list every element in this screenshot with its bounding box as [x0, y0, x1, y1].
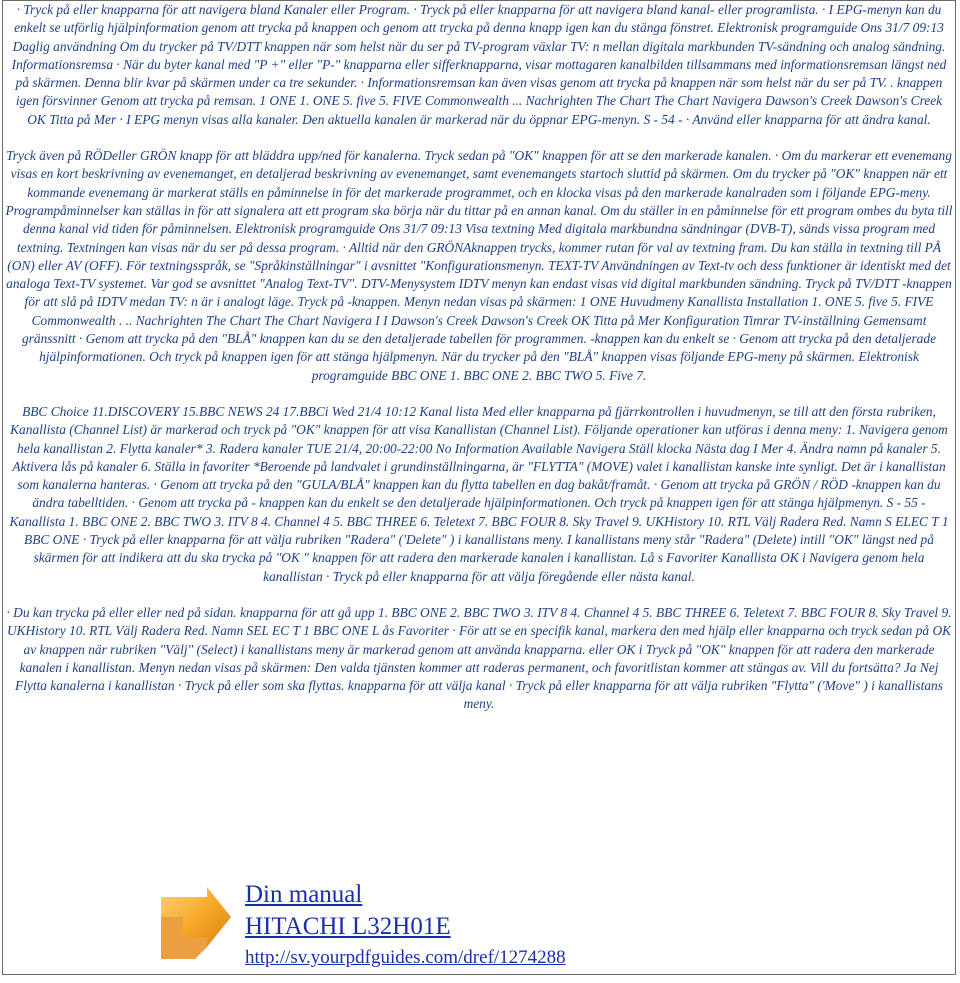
model-link[interactable]: HITACHI L32H01E	[245, 913, 451, 940]
orange-arrow-icon	[155, 883, 235, 963]
manual-links	[245, 879, 566, 971]
paragraph-channel-delete: · Du kan trycka på eller eller ned på sidan. knapparna för att gå upp 1. BBC ONE 2. BBC TWO 3. ITV 8 4. Channel 4 5. BBC THREE 6. Teletext 7. BBC FOUR 8. Sky Travel 9. UKHistory 10. RTL Välj Radera Red. Namn SEL EC T 1 BBC ONE L ås Favoriter · För att se en specifik kanal, markera den med hjälp eller knapparna och tryck sedan på OK av knappen när rubriken "Välj" (Select) i kanallistans meny är markerad genom att använda knapparna. eller OK i Tryck på "OK" knappen för att radera den markerade kanalen i kanallistan. Menyn nedan visas på skärmen: Den valda tjänsten kommer att raderas permanent, och favoritlistan kommer att stängas av. Vill du fortsätta? Ja Nej Flytta kanalerna i kanallistan · Tryck på eller som ska flyttas. knapparna för att välja kanal · Tryck på eller knapparna för att välja rubriken "Flytta" ('Move" ) i kanallistans meny.	[6, 604, 952, 712]
paragraph-gap	[3, 385, 955, 403]
paragraph-gap	[3, 129, 955, 147]
paragraph-epg-intro: · Tryck på eller knapparna för att navigera bland Kanaler eller Program. · Tryck på eller knapparna för att navigera bland kanal- eller programlista. · I EPG-menyn kan du enkelt se utförlig hjälpinformation genom att trycka på knappen och genom att trycka på denna knapp igen kan du stänga fönstret. Elektronisk programguide Ons 31/7 09:13 Daglig användning Om du trycker på TV/DTT knappen när som helst när du ser på TV-program växlar TV: n mellan digitala markbunden TV-sändning och analog sändning. Informationsremsa · När du byter kanal med "P +" eller "P-" knapparna eller sifferknapparna, visar mottagaren kanalbilden tillsammans med informationsremsan längst ned på skärmen. Denna blir kvar på skärmen under ca tre sekunder. · Informationsremsan kan även visas genom att trycka på knappen när som helst när du ser på TV. . knappen igen försvinner Genom att trycka på remsan. 1 ONE 1. ONE 5. five 5. FIVE Commonwealth ... Nachrighten The Chart The Chart Navigera Dawson's Creek Dawson's Creek OK Titta på Mer · I EPG menyn visas alla kanaler. Den aktuella kanalen är markerad när du öppnar EPG-menyn. S - 54 - · Använd eller knapparna för att ändra kanal.	[11, 2, 947, 127]
paragraph-channel-list: BBC Choice 11.DISCOVERY 15.BBC NEWS 24 17.BBCi Wed 21/4 10:12 Kanal lista Med eller knapparna på fjärrkontrollen i huvudmenyn, se till att den första rubriken, Kanallista (Channel List) är markerad och tryck på "OK" knappen för att visa Kanallistan (Channel List). Följande operationer kan utföras i denna meny: 1. Navigera genom hela kanallistan 2. Flytta kanaler* 3. Radera kanaler TUE 21/4, 20:00-22:00 No Information Available Navigera Ställ klocka Nästa dag I Mer 4. Ändra namn på kanaler 5. Aktivera lås på kanaler 6. Ställa in favoriter *Beroende på landvalet i grundinställningarna, är "FLYTTA" (MOVE) valet i kanallistan kanske inte synligt. Det är i kanallistan som kanalerna hanteras. · Genom att trycka på den "GULA/BLÅ" knappen kan du flytta tabellen en dag bakåt/framåt. · Genom att trycka på GRÖN / RÖD -knappen kan du ändra tabelltiden. · Genom att trycka på - knappen kan du enkelt se den detaljerade hjälpinformationen. Och tryck på knappen igen för att stänga hjälpmenyn. S - 55 - Kanallista 1. BBC ONE 2. BBC TWO 3. ITV 8 4. Channel 4 5. BBC THREE 6. Teletext 7. BBC FOUR 8. Sky Travel 9. UKHistory 10. RTL Välj Radera Red. Namn S ELEC T 1 BBC ONE · Tryck på eller knapparna för att välja rubriken "Radera" ('Delete" ) i kanallistans meny. I kanallistans meny står "Radera" (Delete) intill "OK" längst ned på skärmen för att indikera att du ska trycka på "OK " knappen för att radera den markerade kanalen i kanallistan. Lå s Favoriter Kanallista OK i Navigera genom hela kanallistan · Tryck på eller knapparna för att välja föregående eller nästa kanal.	[9, 403, 949, 584]
paragraph-gap	[3, 586, 955, 604]
paragraph-epg-navigation: Tryck även på RÖDeller GRÖN knapp för att bläddra upp/ned för kanalerna. Tryck sedan på "OK" knappen för att se den markerade kanalen. · Om du markerar ett evenemang visas en kort beskrivning av evenemanget, en detaljerad beskrivning av evenemanget, samt evenemangets startoch sluttid på skärmen. Om du trycker på "OK" knappen när ett kommande evenemang är markerat ställs en påminnelse in för det markerade programmet, och en klocka visas på den markerade kanalraden som i följande EPG-meny. Programpåminnelser kan ställas in för att signalera att ett program ska börja när du tittar på en annan kanal. Om du ställer in en påminnelse för ett program ombes du byta till denna kanal vid tiden för påminnelsen. Elektronisk programguide Ons 31/7 09:13 Visa textning Med digitala markbundna sändningar (DVB-T), sänds vissa program med textning. Textningen kan visas när du ser på dessa program. · Alltid när den GRÖNAknappen trycks, kommer rutan för val av textning fram. Du kan ställa in textning till PÅ (ON) eller AV (OFF). För textningsspråk, se "Språkinställningar" i avsnittet "Konfigurationsmenyn. TEXT-TV Användningen av Text-tv och dess funktioner är identiskt med det analoga Text-TV systemet. Var god se avsnittet "Analog Text-TV". DTV-Menysystem IDTV menyn kan endast visas vid digital markbunden sändning. Tryck på TV/DTT -knappen för att slå på IDTV medan TV: n är i analogt läge. Tryck på -knappen. Menyn nedan visas på skärmen: 1 ONE Huvudmeny Kanallista Installation 1. ONE 5. five 5. FIVE Commonwealth . .. Nachrighten The Chart The Chart Navigera I I Dawson's Creek Dawson's Creek OK Titta på Mer Konfiguration Timrar TV-inställning Gemensamt gränssnitt · Genom att trycka på den "BLÅ" knappen kan du se den detaljerade tabellen för programmen. -knappen kan du enkelt se · Genom att trycka på den detaljerade hjälpinformationen. Och tryck på knappen igen för att stänga hjälpmenyn. När du trycker på den "BLÅ" knappen visas följande EPG-meny på skärmen. Elektronisk programguide BBC ONE 1. BBC ONE 2. BBC TWO 5. Five 7.	[5, 148, 953, 383]
manual-footer	[155, 879, 715, 974]
url-link[interactable]: http://sv.yourpdfguides.com/dref/1274288	[245, 947, 566, 968]
document-page	[2, 0, 956, 975]
manual-link[interactable]: Din manual	[245, 881, 363, 908]
